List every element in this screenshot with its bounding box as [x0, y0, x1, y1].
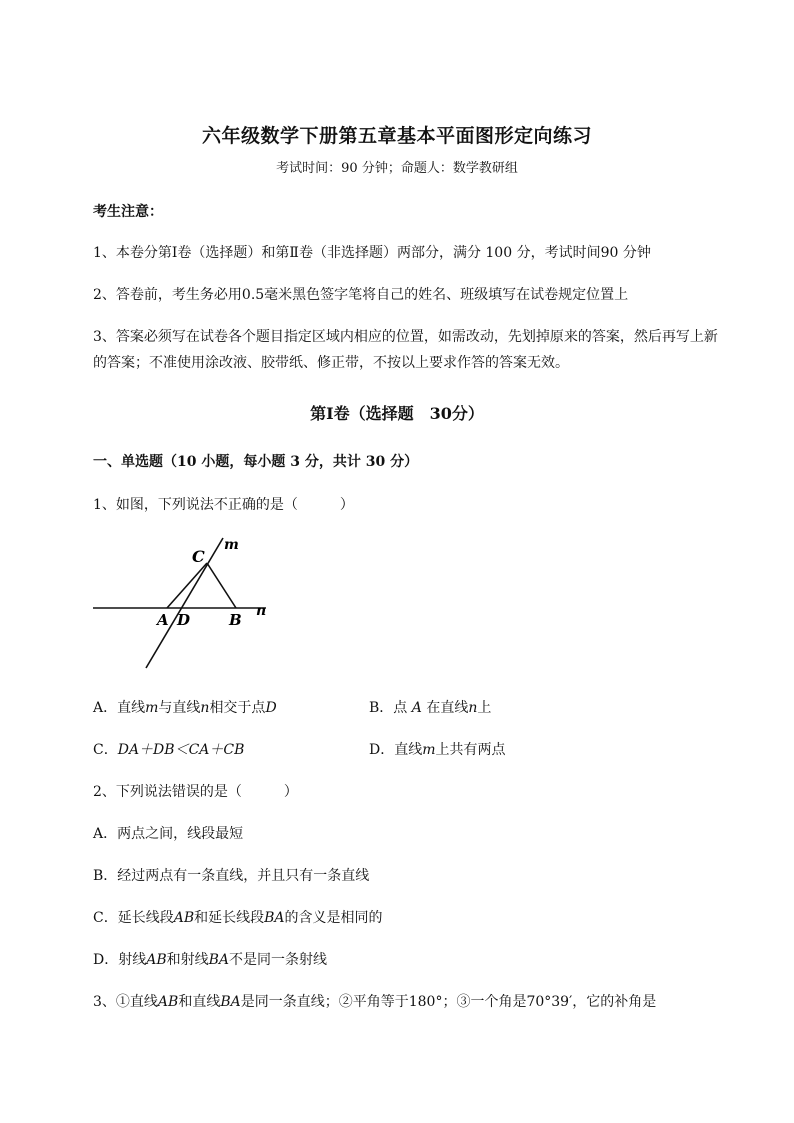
q2-option-a: A．两点之间，线段最短 — [93, 826, 244, 842]
q2-option-d: D．射线AB和射线BA不是同一条射线 — [93, 952, 328, 968]
section-title: 第Ⅰ卷（选择题 30分） — [310, 404, 484, 423]
label-a: A — [157, 611, 169, 629]
q1-option-c: C．DA＋DB＜CA＋CB — [93, 742, 245, 758]
q1-option-b: B．点 A 在直线n上 — [369, 700, 492, 716]
label-n: n — [256, 603, 267, 619]
notice-item-2: 2、答卷前，考生务必用0.5毫米黑色签字笔将自己的姓名、班级填写在试卷规定位置上 — [93, 287, 629, 303]
q1-option-d: D．直线m上共有两点 — [369, 742, 506, 758]
segment-cb — [207, 563, 236, 608]
notice-item-1: 1、本卷分第Ⅰ卷（选择题）和第Ⅱ卷（非选择题）两部分，满分 100 分，考试时间90 分钟 — [93, 245, 651, 261]
notice-item-3-cont: 的答案；不准使用涂改液、胶带纸、修正带，不按以上要求作答的答案无效。 — [93, 355, 569, 371]
part-title: 一、单选题（10 小题，每小题 3 分，共计 30 分） — [93, 454, 419, 470]
notice-heading: 考生注意： — [93, 204, 163, 220]
q1-figure — [88, 530, 288, 675]
q3-stem: 3、①直线AB和直线BA是同一条直线；②平角等于180°；③一个角是70°39′，它的补角是 — [93, 994, 657, 1010]
q2-option-b: B．经过两点有一条直线，并且只有一条直线 — [93, 868, 370, 884]
notice-item-3: 3、答案必须写在试卷各个题目指定区域内相应的位置，如需改动，先划掉原来的答案，然后再写上新 — [93, 329, 718, 345]
page-title: 六年级数学下册第五章基本平面图形定向练习 — [201, 125, 592, 147]
exam-info: 考试时间：90 分钟；命题人：数学教研组 — [276, 161, 518, 176]
label-c: C — [192, 547, 205, 566]
label-b: B — [229, 611, 242, 629]
q2-stem: 2、下列说法错误的是（ ） — [93, 784, 298, 800]
label-m: m — [224, 537, 239, 553]
q2-option-c: C．延长线段AB和延长线段BA的含义是相同的 — [93, 910, 383, 926]
segment-ca — [167, 563, 207, 608]
label-d: D — [177, 611, 191, 629]
q1-stem: 1、如图，下列说法不正确的是（ ） — [93, 497, 354, 513]
line-m — [146, 538, 223, 668]
q1-option-a: A．直线m与直线n相交于点D — [93, 700, 277, 716]
